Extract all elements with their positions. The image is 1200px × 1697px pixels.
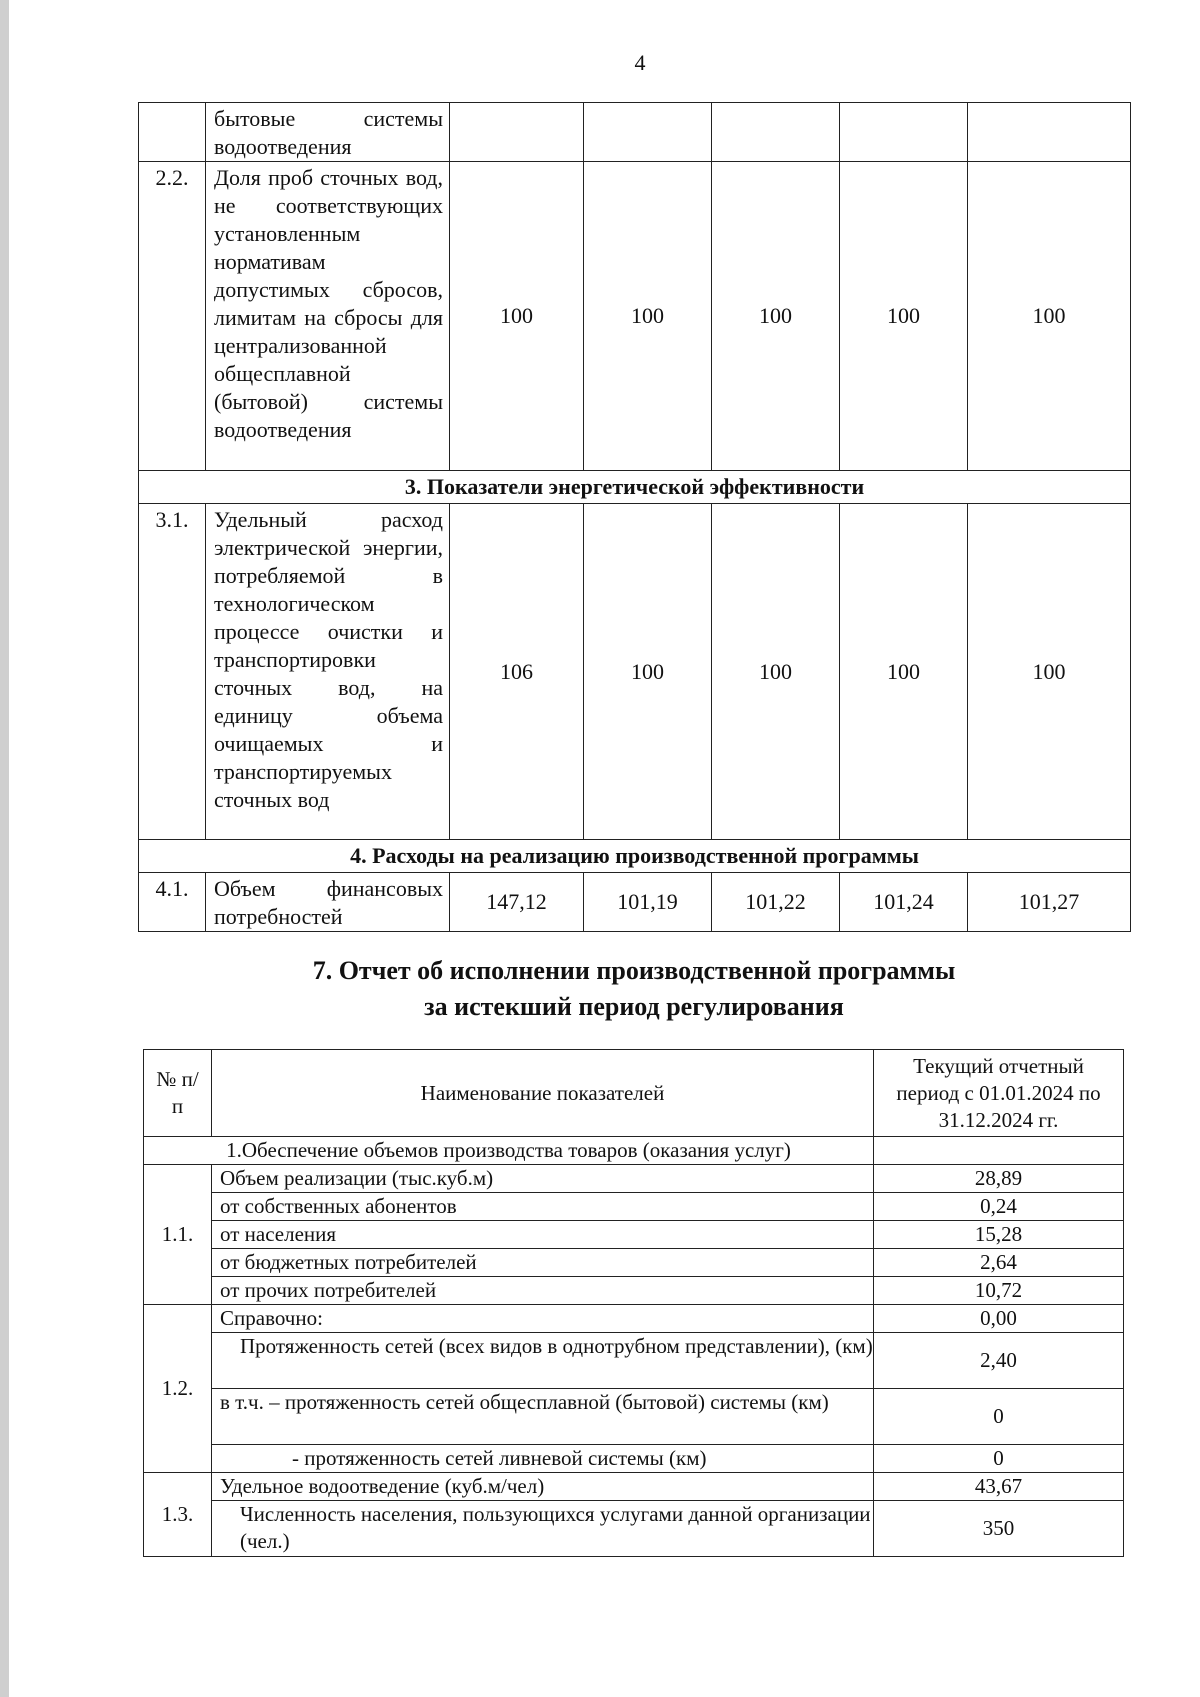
row-number: 2.2. <box>139 162 206 471</box>
value-cell: 43,67 <box>874 1473 1124 1501</box>
row-number: 4.1. <box>139 873 206 932</box>
indicator-name: от бюджетных потребителей <box>212 1249 874 1277</box>
indicator-name: Удельный расход электрической энергии, потребляемой в технологическом процессе очистки и транспортировки сточных вод, на единицу объема очищаемых и транспортируемых сточных вод <box>206 504 450 840</box>
value-cell: 100 <box>968 162 1131 471</box>
value-cell: 15,28 <box>874 1221 1124 1249</box>
indicator-name: Удельное водоотведение (куб.м/чел) <box>212 1473 874 1501</box>
table-row <box>144 1305 1124 1333</box>
value-cell: 2,40 <box>874 1333 1124 1389</box>
value-cell: 106 <box>450 504 584 840</box>
row-number <box>139 103 206 162</box>
indicator-name: бытовые системы водоотведения <box>206 103 450 162</box>
value-cell: 0,24 <box>874 1193 1124 1221</box>
row-number: 1.1. <box>144 1165 212 1305</box>
scan-left-edge <box>0 0 9 1697</box>
value-cell: 100 <box>840 504 968 840</box>
table-row <box>144 1445 1124 1473</box>
value-cell: 28,89 <box>874 1165 1124 1193</box>
table-row <box>139 103 1131 162</box>
indicator-name: в т.ч. – протяженность сетей общесплавной (бытовой) системы (км) <box>212 1389 874 1445</box>
section-row <box>144 1137 1124 1165</box>
table-row <box>144 1501 1124 1557</box>
value-cell: 101,22 <box>712 873 840 932</box>
section-title: 4. Расходы на реализацию производственной программы <box>139 840 1131 873</box>
value-cell: 100 <box>584 504 712 840</box>
table-row <box>144 1165 1124 1193</box>
value-cell: 101,24 <box>840 873 968 932</box>
indicator-name: Доля проб сточных вод, не соответствующих установленным нормативам допустимых сбросов, лимитам на сбросы для централизованной общесплавной (бытовой) системы водоотведения <box>206 162 450 471</box>
value-cell: 2,64 <box>874 1249 1124 1277</box>
section-7-heading <box>138 953 1130 1025</box>
table-row <box>144 1389 1124 1445</box>
table-row <box>139 162 1131 471</box>
indicator-name: от населения <box>212 1221 874 1249</box>
value-cell: 100 <box>840 162 968 471</box>
header-row <box>144 1050 1124 1137</box>
value-cell: 100 <box>712 504 840 840</box>
table-row <box>139 873 1131 932</box>
value-cell <box>450 103 584 162</box>
value-cell: 101,19 <box>584 873 712 932</box>
indicator-name: - протяженность сетей ливневой системы (км) <box>212 1445 874 1473</box>
value-cell: 350 <box>874 1501 1124 1557</box>
indicator-name: Справочно: <box>212 1305 874 1333</box>
header-number: № п/п <box>144 1050 212 1137</box>
indicator-name: от прочих потребителей <box>212 1277 874 1305</box>
page-number: 4 <box>634 50 646 75</box>
value-cell <box>712 103 840 162</box>
value-cell: 10,72 <box>874 1277 1124 1305</box>
indicator-name: Численность населения, пользующихся услугами данной организации (чел.) <box>212 1501 874 1557</box>
value-cell: 100 <box>584 162 712 471</box>
heading-line-2: за истекший период регулирования <box>424 992 844 1021</box>
value-cell: 100 <box>712 162 840 471</box>
row-number: 1.3. <box>144 1473 212 1557</box>
section-row <box>139 471 1131 504</box>
row-number: 1.2. <box>144 1305 212 1473</box>
header-period: Текущий отчетный период с 01.01.2024 по 31.12.2024 гг. <box>874 1050 1124 1137</box>
section-title: 1.Обеспечение объемов производства товаров (оказания услуг) <box>144 1137 874 1165</box>
table-row <box>144 1333 1124 1389</box>
table-row <box>144 1193 1124 1221</box>
section-title: 3. Показатели энергетической эффективности <box>139 471 1131 504</box>
table-row <box>144 1221 1124 1249</box>
value-cell <box>584 103 712 162</box>
value-cell: 0,00 <box>874 1305 1124 1333</box>
header-name: Наименование показателей <box>212 1050 874 1137</box>
table-row <box>139 504 1131 840</box>
indicator-name: Протяженность сетей (всех видов в однотрубном представлении), (км) <box>212 1333 874 1389</box>
section-row <box>139 840 1131 873</box>
report-table <box>143 1049 1124 1557</box>
table-row <box>144 1277 1124 1305</box>
value-cell: 100 <box>968 504 1131 840</box>
value-cell <box>968 103 1131 162</box>
value-cell <box>840 103 968 162</box>
value-cell: 100 <box>450 162 584 471</box>
row-number: 3.1. <box>139 504 206 840</box>
indicator-name: от собственных абонентов <box>212 1193 874 1221</box>
indicator-name: Объем финансовых потребностей <box>206 873 450 932</box>
indicators-table <box>138 102 1131 932</box>
heading-line-1: 7. Отчет об исполнении производственной программы <box>312 956 956 985</box>
table-row <box>144 1473 1124 1501</box>
empty-cell <box>874 1137 1124 1165</box>
value-cell: 101,27 <box>968 873 1131 932</box>
value-cell: 0 <box>874 1389 1124 1445</box>
indicator-name: Объем реализации (тыс.куб.м) <box>212 1165 874 1193</box>
value-cell: 147,12 <box>450 873 584 932</box>
table-row <box>144 1249 1124 1277</box>
value-cell: 0 <box>874 1445 1124 1473</box>
